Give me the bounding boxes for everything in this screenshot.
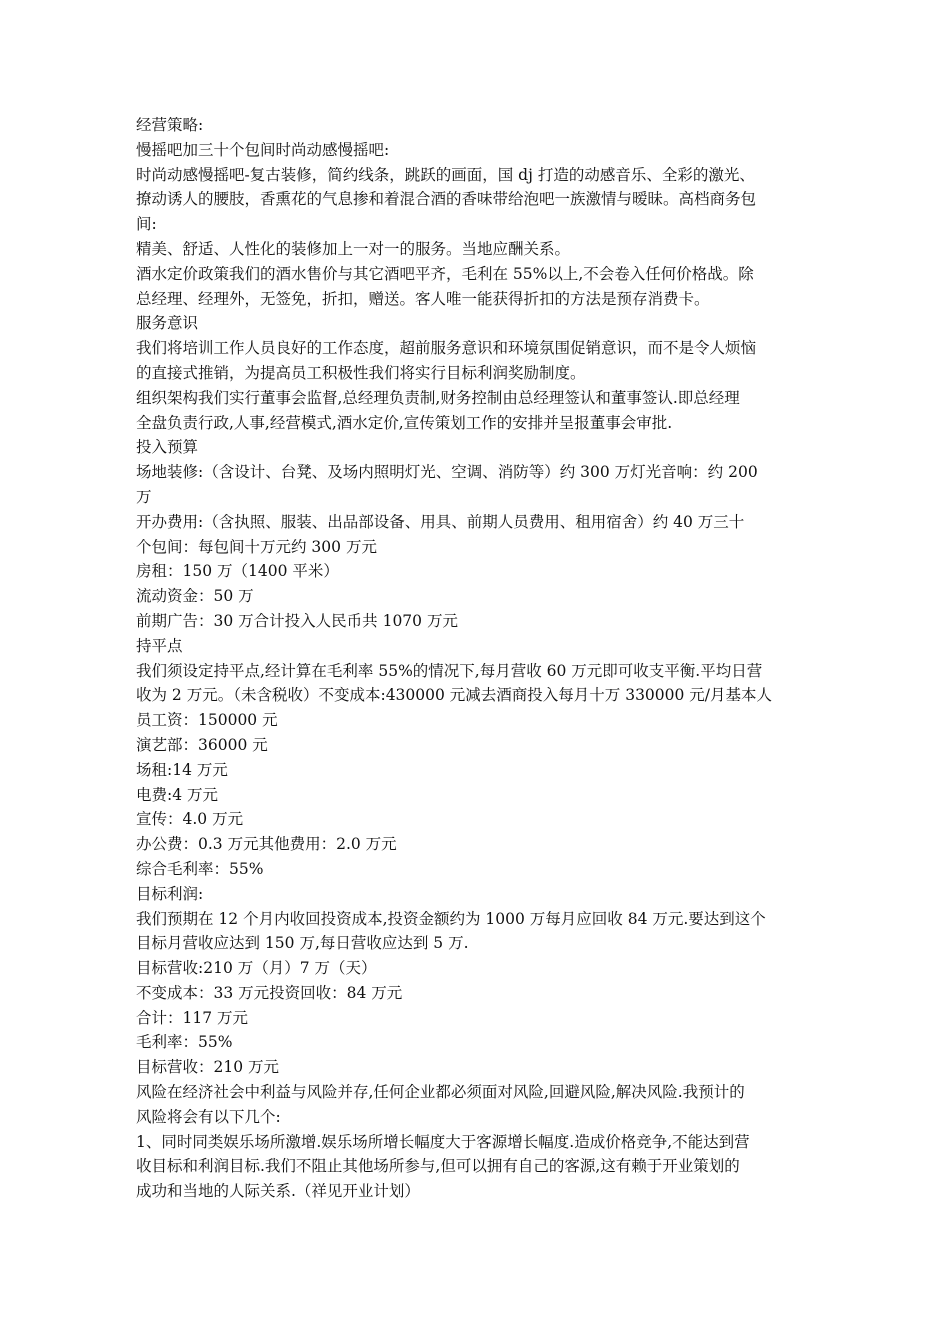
text-line: 慢摇吧加三十个包间时尚动感慢摇吧: [136, 140, 390, 159]
text-line: 精美、舒适、人性化的装修加上一对一的服务。当地应酬关系。 [136, 239, 571, 258]
text-line: 合计：117 万元 [136, 1008, 249, 1027]
text-line: 经营策略: [136, 116, 204, 134]
text-line: 综合毛利率：55% [136, 859, 264, 878]
text-line: 万 [136, 487, 152, 506]
text-line: 风险将会有以下几个: [136, 1107, 281, 1126]
text-line: 收目标和利润目标.我们不阻止其他场所参与,但可以拥有自己的客源,这有赖于开业策划的 [136, 1157, 740, 1176]
text-line: 酒水定价政策我们的酒水售价与其它酒吧平齐，毛利在 55%以上,不会卷入任何价格战。除 [136, 264, 754, 283]
text-line: 成功和当地的人际关系.（祥见开业计划） [136, 1182, 420, 1201]
text-line: 我们须设定持平点,经计算在毛利率 55%的情况下,每月营收 60 万元即可收支平衡.平均日营 [136, 661, 763, 680]
text-line: 我们将培训工作人员良好的工作态度，超前服务意识和环境氛围促销意识，而不是令人烦恼 [136, 339, 757, 358]
text-line: 目标月营收应达到 150 万,每日营收应达到 5 万. [136, 934, 469, 953]
text-line: 收为 2 万元。（未含税收）不变成本:430000 元减去酒商投入每月十万 330000 元/月基本人 [136, 686, 773, 705]
text-line: 演艺部：36000 元 [136, 735, 268, 754]
text-line: 员工资：150000 元 [136, 711, 278, 730]
text-line: 不变成本：33 万元投资回收：84 万元 [136, 983, 403, 1002]
text-line: 开办费用:（含执照、服装、出品部设备、用具、前期人员费用、租用宿舍）约 40 万三十 [136, 512, 745, 531]
text-line: 服务意识 [136, 314, 199, 333]
text-line: 时尚动感慢摇吧-复古装修，简约线条，跳跃的画面，国 dj 打造的动感音乐、全彩的激光、 [136, 165, 755, 184]
text-line: 间: [136, 215, 157, 234]
text-line: 1、同时同类娱乐场所激增.娱乐场所增长幅度大于客源增长幅度.造成价格竞争,不能达到营 [136, 1132, 750, 1151]
text-line: 场地装修:（含设计、台凳、及场内照明灯光、空调、消防等）约 300 万灯光音响：约 200 [136, 463, 758, 482]
text-line: 全盘负责行政,人事,经营模式,酒水定价,宣传策划工作的安排并呈报董事会审批. [136, 413, 673, 432]
text-line: 目标营收：210 万元 [136, 1058, 280, 1077]
text-line: 投入预算 [136, 438, 199, 457]
text-line: 毛利率：55% [136, 1033, 233, 1052]
text-line: 组织架构我们实行董事会监督,总经理负责制,财务控制由总经理签认和董事签认.即总经理 [136, 388, 740, 407]
text-line: 的直接式推销，为提高员工积极性我们将实行目标利润奖励制度。 [136, 363, 586, 382]
text-line: 房租：150 万（1400 平米） [136, 562, 339, 581]
text-line: 前期广告：30 万合计投入人民币共 1070 万元 [136, 611, 458, 630]
text-line: 办公费：0.3 万元其他费用：2.0 万元 [136, 835, 397, 854]
text-line: 我们预期在 12 个月内收回投资成本,投资金额约为 1000 万每月应回收 84 万元.要达到这个 [136, 909, 766, 928]
text-line: 流动资金：50 万 [136, 587, 254, 606]
text-line: 持平点 [136, 636, 183, 655]
text-line: 撩动诱人的腰肢，香熏花的气息掺和着混合酒的香味带给泡吧一族激情与暧昧。高档商务包 [136, 190, 757, 209]
text-line: 风险在经济社会中利益与风险并存,任何企业都必须面对风险,回避风险,解决风险.我预计的 [136, 1083, 745, 1102]
text-line: 目标利润: [136, 884, 204, 903]
text-line: 总经理、经理外，无签免，折扣，赠送。客人唯一能获得折扣的方法是预存消费卡。 [136, 289, 710, 308]
text-line: 个包间：每包间十万元约 300 万元 [136, 537, 377, 556]
text-line: 目标营收:210 万（月）7 万（天） [136, 959, 377, 978]
text-line: 电费:4 万元 [136, 785, 219, 804]
document-page [136, 113, 826, 1204]
text-line: 宣传：4.0 万元 [136, 810, 244, 829]
text-line: 场租:14 万元 [136, 760, 228, 779]
